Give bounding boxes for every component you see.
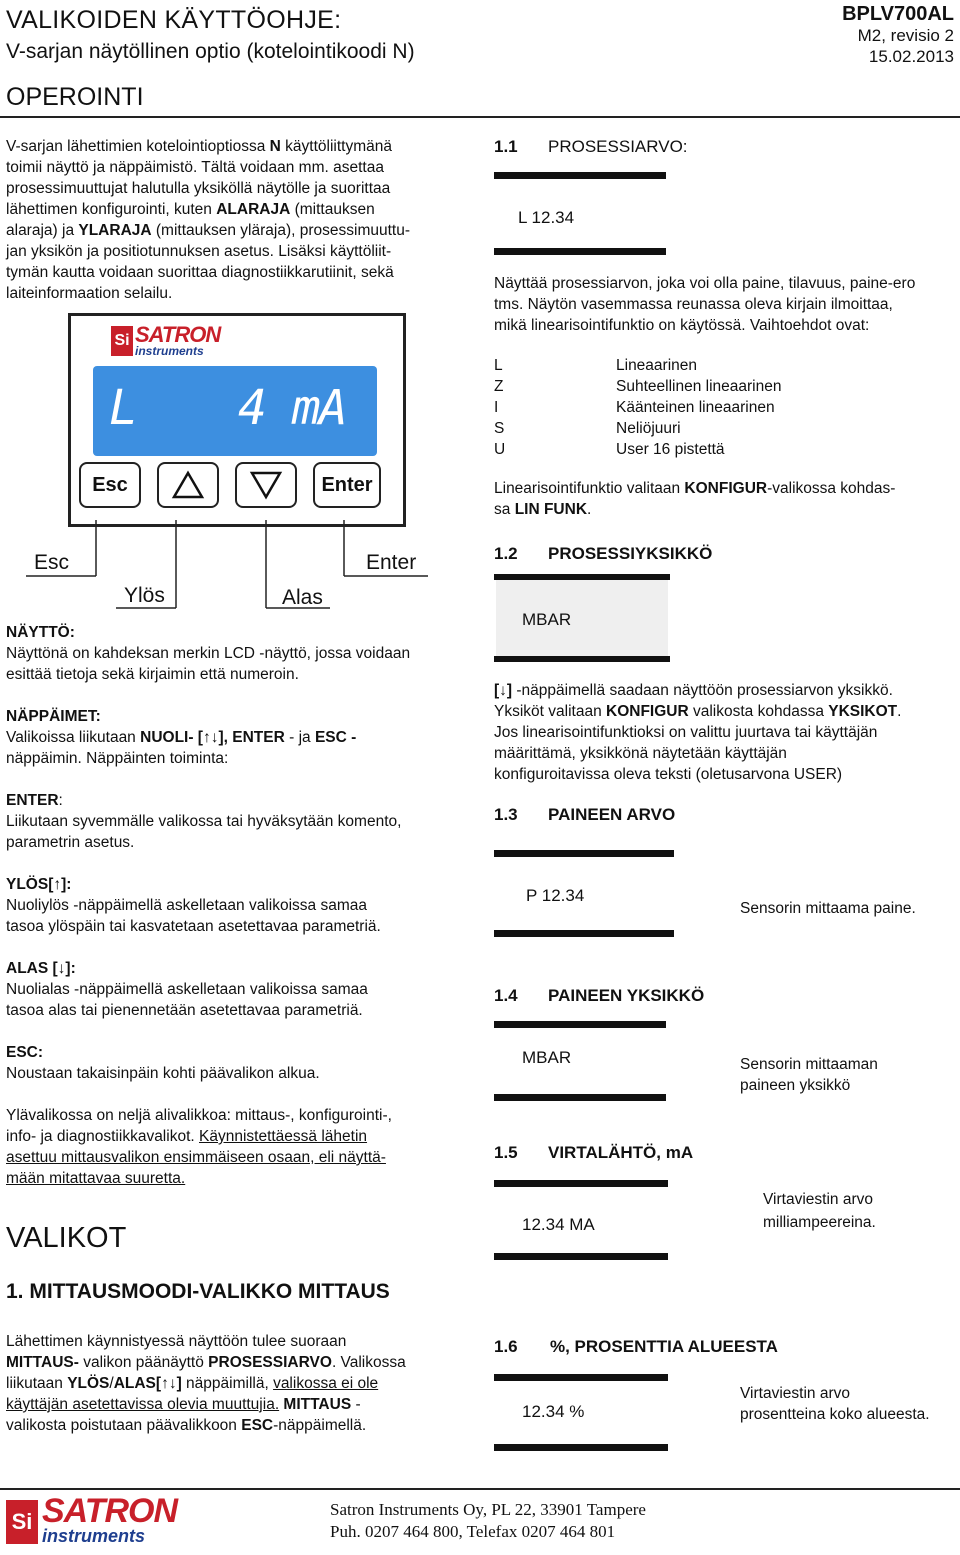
valikot-heading: VALIKOT: [6, 1222, 127, 1254]
display-bar-top: [494, 1180, 668, 1187]
s12-title: PROSESSIYKSIKKÖ: [548, 544, 713, 563]
arrow-up-down-icon: ↑↓: [161, 1375, 177, 1392]
s15-display: 12.34 MA: [522, 1215, 595, 1234]
section-operointi: OPEROINTI: [6, 83, 144, 111]
s11-paragraph: Näyttää prosessiarvon, joka voi olla paine, tilavuus, paine-ero tms. Näytön vasemmassa reunassa oleva kirjain ilmoittaa, mikä linearisointifunktio on käytössä. Vaihtoehdot ovat:: [494, 275, 916, 334]
naytto-line: Näyttönä on kahdeksan merkin LCD -näyttö, jossa voidaan: [6, 645, 411, 662]
nappaimet-line: näppäimin. Näppäinten toiminta:: [6, 750, 229, 767]
s12-display: MBAR: [522, 610, 572, 629]
label-alas: Alas: [282, 586, 323, 609]
mittausmoodi-paragraph: Lähettimen käynnistyessä näyttöön tulee suoraan MITTAUS- valikon päänäyttö PROSESSIARVO. Valikossa liikutaan YLÖS/ALAS[↑↓] näppäimillä, valikossa ei ole käyttäjän asetettavissa olevia muuttujia. MITTAUS - valikosta poistutaan päävalikkoon ESC-näppäimellä.: [6, 1333, 406, 1434]
display-bar-bottom: [494, 1094, 666, 1101]
doc-subtitle: V-sarjan näytöllinen optio (kotelointikoodi N): [6, 40, 415, 63]
s16-note: Virtaviestin arvo prosentteina koko alueesta.: [740, 1385, 930, 1423]
doc-title: VALIKOIDEN KÄYTTÖOHJE:: [6, 6, 342, 34]
ylos-line: tasoa ylöspäin tai kasvatetaan asetettavaa parametriä.: [6, 918, 381, 935]
naytto-line: esittää tietoja sekä kirjaimin että numeroin.: [6, 666, 299, 683]
arrow-down-icon: ↓: [499, 682, 507, 699]
down-key[interactable]: [235, 462, 297, 508]
triangle-up-icon: [171, 470, 205, 500]
footer-address: Satron Instruments Oy, PL 22, 33901 Tampere Puh. 0207 464 800, Telefax 0207 464 801: [330, 1500, 646, 1541]
lin-names: Lineaarinen Suhteellinen lineaarinen Käänteinen lineaarinen Neliöjuuri User 16 pistettä: [616, 357, 782, 458]
s13-note: Sensorin mittaama paine.: [740, 900, 916, 917]
display-bar-top: [494, 574, 670, 580]
enter-line: parametrin asetus.: [6, 834, 135, 851]
label-ylos: Ylös: [124, 584, 165, 607]
header-rule: [0, 116, 960, 118]
enter-key[interactable]: Enter: [313, 462, 381, 508]
nappaimet-heading: NÄPPÄIMET:: [6, 708, 101, 725]
s12-number: 1.2: [494, 544, 518, 563]
doc-date: 15.02.2013: [868, 47, 954, 66]
s11-title: PROSESSIARVO:: [548, 137, 688, 156]
triangle-down-icon: [249, 470, 283, 500]
s11-display: L 12.34: [518, 208, 575, 227]
esc-key[interactable]: Esc: [79, 462, 141, 508]
footer-logo-word: SATRON: [42, 1492, 178, 1530]
alas-line: Nuolialas -näppäimellä askelletaan valikoissa samaa: [6, 981, 368, 998]
esc-line: Noustaan takaisinpäin kohti päävalikon alkua.: [6, 1065, 320, 1082]
yla-line: asettuu mittausvalikon ensimmäiseen osaan, eli näyttä-: [6, 1149, 386, 1166]
s14-number: 1.4: [494, 986, 518, 1005]
left-column: [6, 622, 476, 1189]
lcd-display: [93, 366, 377, 456]
s14-display: MBAR: [522, 1048, 572, 1067]
s13-display: P 12.34: [526, 886, 585, 905]
alas-heading: ALAS [↓]:: [6, 960, 76, 977]
yla-line: Ylävalikossa on neljä alivalikkoa: mittaus-, konfigurointi-,: [6, 1107, 392, 1124]
enter-line: Liikutaan syvemmälle valikossa tai hyväksytään komento,: [6, 813, 402, 830]
display-bar-top: [494, 1374, 668, 1381]
s14-title: PAINEEN YKSIKKÖ: [548, 986, 705, 1005]
arrow-up-icon: ↑: [53, 876, 62, 893]
device-panel: [68, 313, 406, 527]
label-esc: Esc: [34, 551, 70, 574]
lcd-reading: 4 mA: [238, 380, 346, 436]
display-bar-bottom: [494, 1444, 668, 1451]
display-bar-top: [494, 172, 666, 179]
s13-title: PAINEEN ARVO: [548, 805, 676, 824]
footer-rule: [0, 1488, 960, 1490]
esc-heading: ESC:: [6, 1044, 44, 1061]
footer-logo: [6, 1492, 186, 1550]
s16-display: 12.34 %: [522, 1402, 585, 1421]
label-enter: Enter: [366, 551, 417, 574]
display-bar-top: [494, 850, 674, 857]
s13-number: 1.3: [494, 805, 518, 824]
s15-note: Virtaviestin arvo milliampeereina.: [763, 1191, 876, 1231]
alas-line: tasoa alas tai pienennetään asetettavaa parametriä.: [6, 1002, 363, 1019]
display-bar-bottom: [494, 930, 674, 937]
s11-number: 1.1: [494, 137, 518, 156]
mittausmoodi-heading: 1. MITTAUSMOODI-VALIKKO MITTAUS: [6, 1280, 390, 1303]
logo-subword: instruments: [135, 344, 204, 358]
nappaimet-line: Valikoissa liikutaan NUOLI- [↑↓], ENTER - ja ESC -: [6, 729, 357, 746]
s16-title: %, PROSENTTIA ALUEESTA: [550, 1337, 778, 1356]
naytto-heading: NÄYTTÖ:: [6, 624, 75, 641]
enter-heading: ENTER:: [6, 792, 63, 809]
up-key[interactable]: [157, 462, 219, 508]
display-bar-top: [494, 1021, 666, 1028]
ylos-line: Nuoliylös -näppäimellä askelletaan valikoissa samaa: [6, 897, 367, 914]
s12-paragraph: [↓] -näppäimellä saadaan näyttöön prosessiarvon yksikkö. Yksiköt valitaan KONFIGUR valikosta kohdassa YKSIKOT. Jos linearisointifunktioksi on valittu juurtava tai käyttäjän määrittämä, yksikkönä näytetään käyttäjän konfiguroitavissa oleva teksti (oletusarvona USER): [494, 682, 902, 783]
si-mark-icon: Si: [6, 1500, 38, 1544]
yla-line: info- ja diagnostiikkavalikot. Käynnistettäessä lähetin: [6, 1128, 368, 1145]
s15-title: VIRTALÄHTÖ, mA: [548, 1143, 694, 1162]
si-mark-icon: Si: [111, 326, 133, 356]
ylos-heading: YLÖS[↑]:: [6, 876, 72, 893]
s16-number: 1.6: [494, 1337, 518, 1356]
display-bar-bottom: [494, 1253, 668, 1260]
satron-logo: [111, 324, 221, 360]
lcd-left-char: L: [109, 380, 138, 436]
s15-number: 1.5: [494, 1143, 518, 1162]
arrow-up-icon: ↑↓: [202, 729, 219, 746]
arrow-down-icon: ↓: [57, 960, 66, 977]
intro-paragraph: V-sarjan lähettimien kotelointioptiossa N käyttöliittymänä toimii näyttö ja näppäimistö. Tältä voidaan mm. asettaa prosessimuuttujat halutulla yksiköllä näytölle ja suorittaa lähettimen konfigurointi, kuten ALARAJA (mittauksen alaraja) ja YLARAJA (mittauksen yläraja), prosessimuuttu- jan yksikön ja positiotunnuksen asetus. Lisäksi käyttöliit- tymän kautta voidaan suorittaa diagnostiikkarutiinit, sekä laiteinformaation selailu.: [6, 138, 410, 302]
lin-letters: L Z I S U: [494, 357, 506, 458]
footer-logo-subword: instruments: [42, 1526, 146, 1546]
doc-revision: M2, revisio 2: [857, 26, 954, 45]
doc-code: BPLV700AL: [842, 3, 954, 25]
display-bar-bottom: [494, 248, 666, 255]
yla-line: mään mitattavaa suuretta.: [6, 1170, 186, 1187]
display-bar-bottom: [494, 656, 670, 662]
lin-note: Linearisointifunktio valitaan KONFIGUR-valikossa kohdas- sa LIN FUNK.: [494, 480, 896, 518]
s14-note: Sensorin mittaaman paineen yksikkö: [740, 1056, 878, 1094]
logo-word: SATRON: [135, 322, 221, 347]
